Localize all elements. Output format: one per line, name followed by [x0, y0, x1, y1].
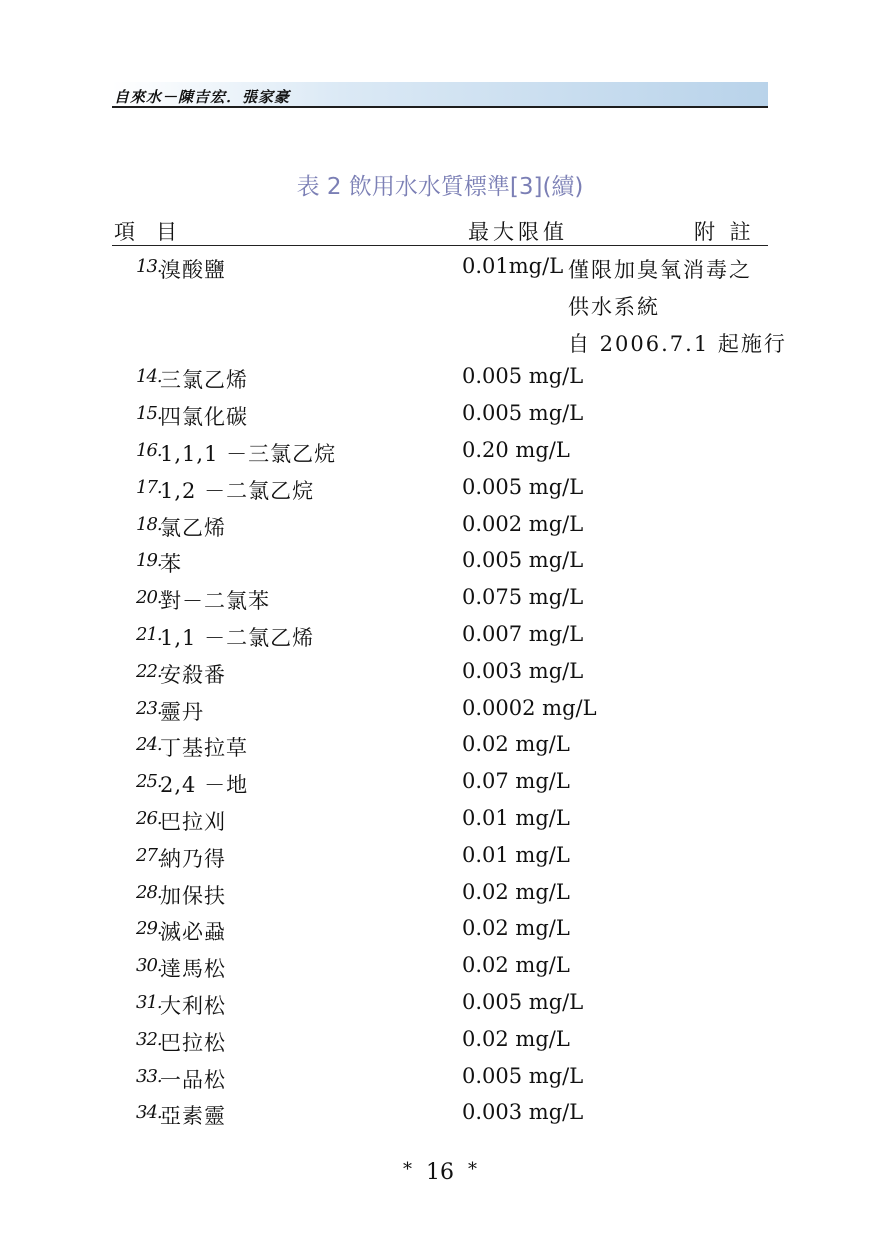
running-header	[112, 82, 768, 108]
table-row	[0, 951, 880, 987]
table-row	[0, 804, 880, 840]
row-max-value: 0.005 mg/L	[462, 990, 584, 1014]
row-note-line: 供水系統	[568, 294, 660, 319]
table-row	[0, 657, 880, 693]
row-max-value: 0.002 mg/L	[462, 511, 584, 536]
row-number: 21.	[136, 624, 162, 645]
table-row	[0, 988, 880, 1024]
row-number: 25.	[136, 771, 162, 793]
row-number: 29.	[136, 918, 162, 940]
page-number: 16	[426, 1160, 454, 1185]
row-item-name: 巴拉松	[160, 1030, 226, 1055]
row-number: 23.	[136, 697, 162, 719]
page-footer	[0, 1160, 880, 1185]
row-item-name: 亞素靈	[160, 1104, 226, 1129]
column-header-max-limit: 最大限值	[468, 220, 568, 244]
row-number: 17.	[136, 476, 162, 498]
row-item-name: 1,1 －二氯乙烯	[160, 626, 315, 650]
row-item-name: 加保扶	[160, 883, 226, 908]
row-number: 32.	[136, 1028, 162, 1050]
row-number: 27.	[136, 844, 162, 866]
row-max-value: 0.02 mg/L	[462, 879, 570, 904]
row-item-name: 安殺番	[160, 662, 226, 687]
row-max-value: 0.01mg/L	[462, 254, 564, 278]
row-number: 18.	[136, 513, 162, 535]
row-item-name: 苯	[160, 552, 182, 577]
row-number: 28.	[136, 881, 162, 903]
row-max-value: 0.005 mg/L	[462, 401, 584, 426]
row-max-value: 0.005 mg/L	[462, 474, 584, 499]
column-header-note: 附 註	[694, 220, 755, 244]
table-row	[0, 583, 880, 619]
row-number: 33.	[136, 1065, 162, 1087]
row-number: 24.	[136, 734, 162, 756]
row-note-line: 自 2006.7.1 起施行	[568, 331, 787, 356]
column-header-item: 項 目	[114, 220, 177, 244]
table-row	[0, 362, 880, 398]
row-item-name: 巴拉刈	[160, 810, 226, 834]
table-title: 表 2 飲用水水質標準[3](續)	[296, 174, 584, 200]
row-item-name: 一品松	[160, 1067, 226, 1092]
row-max-value: 0.007 mg/L	[462, 622, 584, 646]
row-max-value: 0.20 mg/L	[462, 438, 570, 462]
row-max-value: 0.01 mg/L	[462, 842, 570, 867]
table-row	[0, 694, 880, 730]
table-row	[0, 1025, 880, 1061]
footer-star-right: *	[468, 1159, 477, 1180]
table-row	[0, 546, 880, 582]
row-number: 22.	[136, 660, 162, 682]
running-title: 自來水－陳吉宏．張家豪	[114, 88, 291, 106]
row-number: 31.	[136, 992, 162, 1013]
row-max-value: 0.003 mg/L	[462, 1100, 584, 1125]
row-item-name: 三氯乙烯	[160, 368, 248, 393]
row-number: 30.	[136, 955, 162, 977]
row-item-name: 對－二氯苯	[160, 589, 270, 614]
row-max-value: 0.02 mg/L	[462, 1026, 570, 1051]
row-item-name: 1,2 －二氯乙烷	[160, 478, 315, 503]
row-max-value: 0.075 mg/L	[462, 585, 584, 610]
row-note-line: 僅限加臭氧消毒之	[568, 258, 752, 282]
table-row	[0, 620, 880, 656]
row-item-name: 溴酸鹽	[160, 258, 226, 282]
row-number: 19.	[136, 550, 162, 572]
row-max-value: 0.02 mg/L	[462, 916, 570, 941]
row-item-name: 氯乙烯	[160, 515, 226, 540]
table-row	[0, 1098, 880, 1134]
row-max-value: 0.005 mg/L	[462, 548, 584, 573]
row-number: 13.	[136, 256, 162, 277]
row-number: 14.	[136, 366, 162, 388]
row-max-value: 0.01 mg/L	[462, 806, 570, 830]
row-item-name: 納乃得	[160, 846, 226, 871]
table-row	[0, 436, 880, 472]
row-item-name: 四氯化碳	[160, 405, 248, 430]
table-row	[0, 1062, 880, 1098]
table-row	[0, 914, 880, 950]
row-max-value: 0.005 mg/L	[462, 364, 584, 389]
table-row	[0, 252, 880, 356]
row-item-name: 大利松	[160, 994, 226, 1018]
row-item-name: 靈丹	[160, 699, 204, 724]
row-number: 26.	[136, 808, 162, 829]
table-row	[0, 730, 880, 766]
row-item-name: 滅必蝨	[160, 920, 226, 945]
row-number: 16.	[136, 440, 162, 461]
row-number: 20.	[136, 587, 162, 609]
table-row	[0, 510, 880, 546]
row-item-name: 1,1,1 －三氯乙烷	[160, 442, 337, 466]
footer-star-left: *	[403, 1159, 412, 1180]
row-max-value: 0.005 mg/L	[462, 1063, 584, 1088]
row-max-value: 0.02 mg/L	[462, 732, 570, 757]
row-max-value: 0.07 mg/L	[462, 769, 570, 794]
row-number: 34.	[136, 1102, 162, 1124]
row-item-name: 丁基拉草	[160, 736, 248, 761]
table-column-headers	[112, 216, 768, 246]
row-max-value: 0.0002 mg/L	[462, 695, 597, 720]
row-max-value: 0.02 mg/L	[462, 953, 570, 978]
table-row	[0, 767, 880, 803]
row-item-name: 達馬松	[160, 957, 226, 982]
table-row	[0, 399, 880, 435]
row-max-value: 0.003 mg/L	[462, 658, 584, 683]
row-number: 15.	[136, 403, 162, 425]
row-item-name: 2,4 －地	[160, 773, 249, 798]
table-row	[0, 878, 880, 914]
table-row	[0, 841, 880, 877]
table-row	[0, 473, 880, 509]
